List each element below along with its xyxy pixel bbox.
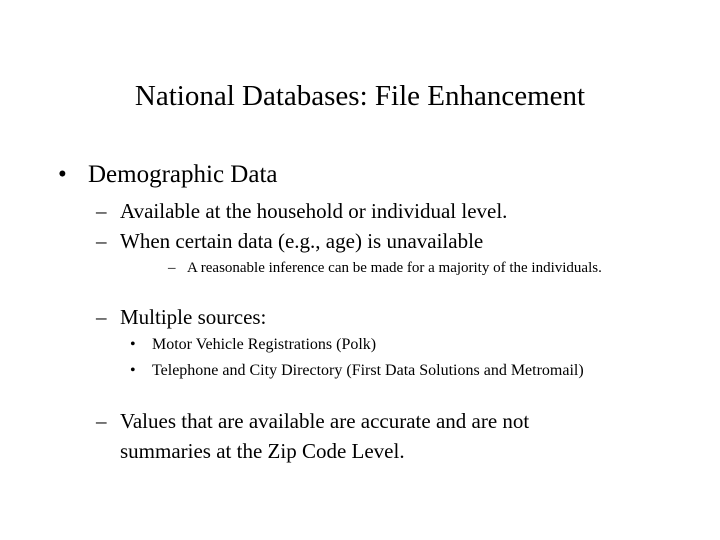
slide-title: National Databases: File Enhancement (134, 80, 586, 112)
bullet-demographic-data (58, 158, 278, 192)
subitem-inference (168, 259, 608, 278)
source-text: Motor Vehicle Registrations (Polk) (152, 336, 377, 353)
subitem-multiple-sources (96, 302, 266, 332)
subitem-text: When certain data (e.g., age) is unavailable (120, 229, 484, 253)
bullet-marker: • (130, 362, 136, 379)
subitem-text: Multiple sources: (120, 305, 267, 329)
subitem-text: Values that are available are accurate and are not summaries at the Zip Code Level. (120, 409, 530, 463)
bullet-marker: • (130, 336, 136, 353)
subitem-values (96, 406, 596, 466)
dash-marker: – (96, 305, 107, 329)
dash-marker: – (96, 199, 107, 223)
dash-marker: – (96, 229, 107, 253)
subitem-text: Available at the household or individual level. (120, 199, 508, 223)
subitem-available (96, 196, 507, 226)
dash-marker: – (168, 260, 176, 276)
subitem-unavailable (96, 226, 483, 256)
subitem-text: A reasonable inference can be made for a majority of the individuals. (187, 260, 602, 276)
bullet-text: Demographic Data (88, 161, 278, 188)
dash-marker: – (96, 409, 107, 433)
source-motor-vehicle (130, 334, 610, 355)
source-text: Telephone and City Directory (First Data Solutions and Metromail) (152, 362, 584, 379)
bullet-marker: • (58, 161, 67, 188)
source-telephone-directory (130, 360, 610, 381)
